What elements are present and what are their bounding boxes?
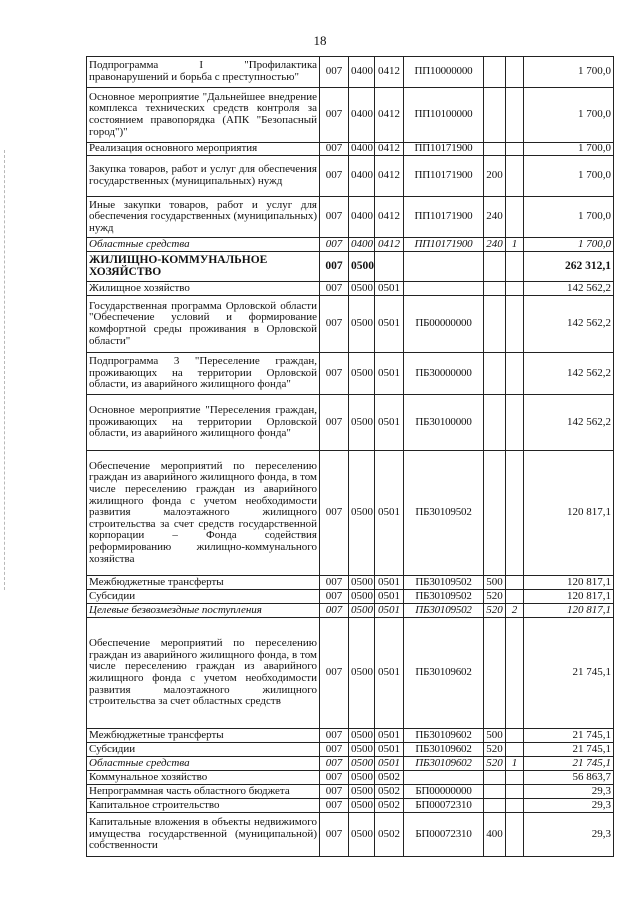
table-row xyxy=(87,743,614,757)
table-row xyxy=(87,576,614,590)
row-grbs-cell: 007 xyxy=(320,590,349,604)
row-amount-cell: 120 817,1 xyxy=(524,576,614,590)
row-subsection-cell: 0412 xyxy=(375,57,404,88)
row-section-cell: 0500 xyxy=(349,576,375,590)
row-grbs-cell: 007 xyxy=(320,785,349,799)
row-name-cell: Обеспечение мероприятий по переселению граждан из аварийного жилищного фонда, в том числе переселению граждан из аварийного жилищного фонда с учетом необходимости развития малоэтажного жилищного строительства за счет областных средств xyxy=(87,618,320,729)
row-target-code-cell xyxy=(404,252,484,282)
table-row xyxy=(87,757,614,771)
row-classifier-cell xyxy=(506,57,524,88)
row-section-cell: 0500 xyxy=(349,813,375,857)
row-target-code-cell xyxy=(404,282,484,296)
row-amount-cell: 1 700,0 xyxy=(524,238,614,252)
row-subsection-cell: 0501 xyxy=(375,729,404,743)
row-classifier-cell xyxy=(506,156,524,197)
row-amount-cell: 21 745,1 xyxy=(524,618,614,729)
row-subsection-cell: 0412 xyxy=(375,156,404,197)
table-row xyxy=(87,771,614,785)
row-grbs-cell: 007 xyxy=(320,238,349,252)
row-amount-cell: 142 562,2 xyxy=(524,395,614,451)
row-name-cell: Иные закупки товаров, работ и услуг для обеспечения государственных (муниципальных) нужд xyxy=(87,197,320,238)
row-section-cell: 0500 xyxy=(349,771,375,785)
row-name-cell: Межбюджетные трансферты xyxy=(87,576,320,590)
row-subsection-cell: 0412 xyxy=(375,197,404,238)
row-classifier-cell: 1 xyxy=(506,757,524,771)
row-subsection-cell: 0501 xyxy=(375,282,404,296)
row-target-code-cell: ПП10171900 xyxy=(404,197,484,238)
row-classifier-cell xyxy=(506,252,524,282)
row-name-cell: ЖИЛИЩНО-КОММУНАЛЬНОЕ ХОЗЯЙСТВО xyxy=(87,252,320,282)
table-row xyxy=(87,799,614,813)
row-target-code-cell: ПБ30109602 xyxy=(404,757,484,771)
table-row xyxy=(87,729,614,743)
row-section-cell: 0400 xyxy=(349,88,375,143)
row-grbs-cell: 007 xyxy=(320,353,349,395)
row-subsection-cell: 0412 xyxy=(375,88,404,143)
row-amount-cell: 29,3 xyxy=(524,785,614,799)
row-expense-type-cell xyxy=(484,618,506,729)
row-grbs-cell: 007 xyxy=(320,799,349,813)
row-subsection-cell: 0502 xyxy=(375,799,404,813)
budget-table xyxy=(86,56,614,857)
row-name-cell: Обеспечение мероприятий по переселению граждан из аварийного жилищного фонда, в том числе переселению граждан из аварийного жилищного фонда с учетом необходимости развития малоэтажного жилищного строительства за счет средств государственной корпорации – Фонда содействия реформированию жилищно-коммунального хозяйства xyxy=(87,451,320,576)
row-amount-cell: 120 817,1 xyxy=(524,451,614,576)
row-subsection-cell: 0501 xyxy=(375,590,404,604)
row-grbs-cell: 007 xyxy=(320,282,349,296)
row-classifier-cell xyxy=(506,813,524,857)
row-subsection-cell: 0501 xyxy=(375,757,404,771)
row-section-cell: 0500 xyxy=(349,252,375,282)
table-row xyxy=(87,618,614,729)
row-expense-type-cell xyxy=(484,143,506,156)
row-grbs-cell: 007 xyxy=(320,757,349,771)
row-grbs-cell: 007 xyxy=(320,88,349,143)
row-amount-cell: 120 817,1 xyxy=(524,604,614,618)
row-amount-cell: 142 562,2 xyxy=(524,353,614,395)
row-subsection-cell: 0502 xyxy=(375,813,404,857)
row-amount-cell: 21 745,1 xyxy=(524,743,614,757)
row-name-cell: Жилищное хозяйство xyxy=(87,282,320,296)
row-expense-type-cell xyxy=(484,395,506,451)
row-expense-type-cell: 500 xyxy=(484,576,506,590)
row-expense-type-cell xyxy=(484,252,506,282)
row-expense-type-cell xyxy=(484,88,506,143)
row-name-cell: Межбюджетные трансферты xyxy=(87,729,320,743)
row-grbs-cell: 007 xyxy=(320,197,349,238)
row-grbs-cell: 007 xyxy=(320,771,349,785)
row-expense-type-cell xyxy=(484,296,506,353)
row-amount-cell: 142 562,2 xyxy=(524,282,614,296)
table-row xyxy=(87,785,614,799)
row-expense-type-cell xyxy=(484,785,506,799)
row-expense-type-cell xyxy=(484,282,506,296)
row-classifier-cell xyxy=(506,785,524,799)
row-name-cell: Закупка товаров, работ и услуг для обеспечения государственных (муниципальных) нужд xyxy=(87,156,320,197)
table-row xyxy=(87,604,614,618)
row-expense-type-cell xyxy=(484,771,506,785)
binding-margin-line xyxy=(4,150,5,590)
row-grbs-cell: 007 xyxy=(320,451,349,576)
row-subsection-cell: 0501 xyxy=(375,604,404,618)
row-grbs-cell: 007 xyxy=(320,143,349,156)
row-amount-cell: 1 700,0 xyxy=(524,57,614,88)
row-amount-cell: 1 700,0 xyxy=(524,156,614,197)
row-name-cell: Реализация основного мероприятия xyxy=(87,143,320,156)
row-target-code-cell: ПБ30000000 xyxy=(404,353,484,395)
row-grbs-cell: 007 xyxy=(320,729,349,743)
row-target-code-cell: ПБ30100000 xyxy=(404,395,484,451)
row-classifier-cell xyxy=(506,143,524,156)
row-classifier-cell xyxy=(506,799,524,813)
row-grbs-cell: 007 xyxy=(320,156,349,197)
row-section-cell: 0500 xyxy=(349,590,375,604)
row-amount-cell: 262 312,1 xyxy=(524,252,614,282)
row-target-code-cell: БП00072310 xyxy=(404,813,484,857)
row-name-cell: Целевые безвозмездные поступления xyxy=(87,604,320,618)
row-grbs-cell: 007 xyxy=(320,618,349,729)
budget-table-body xyxy=(87,57,614,857)
row-amount-cell: 29,3 xyxy=(524,813,614,857)
table-row xyxy=(87,88,614,143)
row-amount-cell: 120 817,1 xyxy=(524,590,614,604)
row-classifier-cell xyxy=(506,771,524,785)
table-row xyxy=(87,590,614,604)
row-section-cell: 0400 xyxy=(349,156,375,197)
row-classifier-cell xyxy=(506,282,524,296)
row-grbs-cell: 007 xyxy=(320,813,349,857)
row-classifier-cell xyxy=(506,590,524,604)
row-target-code-cell: БП00000000 xyxy=(404,785,484,799)
row-target-code-cell: ПБ00000000 xyxy=(404,296,484,353)
row-amount-cell: 21 745,1 xyxy=(524,729,614,743)
row-classifier-cell xyxy=(506,729,524,743)
row-name-cell: Подпрограмма I "Профилактика правонарушений и борьба с преступностью" xyxy=(87,57,320,88)
row-expense-type-cell: 520 xyxy=(484,590,506,604)
row-expense-type-cell: 400 xyxy=(484,813,506,857)
row-target-code-cell: ПП10171900 xyxy=(404,238,484,252)
table-row xyxy=(87,252,614,282)
row-expense-type-cell xyxy=(484,57,506,88)
table-row xyxy=(87,57,614,88)
table-row xyxy=(87,282,614,296)
row-subsection-cell: 0412 xyxy=(375,143,404,156)
table-row xyxy=(87,813,614,857)
row-target-code-cell: ПП10171900 xyxy=(404,143,484,156)
row-amount-cell: 1 700,0 xyxy=(524,88,614,143)
row-amount-cell: 21 745,1 xyxy=(524,757,614,771)
row-expense-type-cell: 520 xyxy=(484,604,506,618)
row-expense-type-cell: 520 xyxy=(484,757,506,771)
row-name-cell: Капитальное строительство xyxy=(87,799,320,813)
row-target-code-cell xyxy=(404,771,484,785)
row-amount-cell: 1 700,0 xyxy=(524,143,614,156)
row-amount-cell: 142 562,2 xyxy=(524,296,614,353)
row-section-cell: 0500 xyxy=(349,296,375,353)
table-row xyxy=(87,353,614,395)
table-row xyxy=(87,197,614,238)
row-classifier-cell: 2 xyxy=(506,604,524,618)
row-name-cell: Областные средства xyxy=(87,757,320,771)
row-section-cell: 0500 xyxy=(349,729,375,743)
row-expense-type-cell: 200 xyxy=(484,156,506,197)
row-classifier-cell xyxy=(506,618,524,729)
row-target-code-cell: ПБ30109602 xyxy=(404,618,484,729)
row-classifier-cell xyxy=(506,395,524,451)
row-section-cell: 0400 xyxy=(349,57,375,88)
row-name-cell: Областные средства xyxy=(87,238,320,252)
row-subsection-cell xyxy=(375,252,404,282)
row-expense-type-cell: 520 xyxy=(484,743,506,757)
page-number: 18 xyxy=(313,33,327,48)
row-section-cell: 0500 xyxy=(349,743,375,757)
row-section-cell: 0500 xyxy=(349,618,375,729)
row-classifier-cell xyxy=(506,576,524,590)
row-target-code-cell: ПП10100000 xyxy=(404,88,484,143)
row-name-cell: Основное мероприятие "Переселения граждан, проживающих на территории Орловской области, из аварийного жилищного фонда" xyxy=(87,395,320,451)
row-section-cell: 0500 xyxy=(349,353,375,395)
row-grbs-cell: 007 xyxy=(320,395,349,451)
row-target-code-cell: ПП10171900 xyxy=(404,156,484,197)
row-section-cell: 0500 xyxy=(349,799,375,813)
row-section-cell: 0500 xyxy=(349,395,375,451)
row-target-code-cell: ПБ30109602 xyxy=(404,743,484,757)
table-row xyxy=(87,156,614,197)
row-name-cell: Подпрограмма 3 "Переселение граждан, проживающих на территории Орловской области, из аварийного жилищного фонда" xyxy=(87,353,320,395)
row-subsection-cell: 0501 xyxy=(375,743,404,757)
row-name-cell: Непрограммная часть областного бюджета xyxy=(87,785,320,799)
table-row xyxy=(87,296,614,353)
row-expense-type-cell xyxy=(484,451,506,576)
row-classifier-cell xyxy=(506,451,524,576)
row-section-cell: 0500 xyxy=(349,451,375,576)
row-name-cell: Основное мероприятие "Дальнейшее внедрение комплекса технических средств контроля за состоянием правопорядка (АПК "Безопасный город")" xyxy=(87,88,320,143)
row-target-code-cell: ПП10000000 xyxy=(404,57,484,88)
row-section-cell: 0500 xyxy=(349,757,375,771)
row-classifier-cell xyxy=(506,197,524,238)
row-expense-type-cell xyxy=(484,353,506,395)
row-expense-type-cell: 500 xyxy=(484,729,506,743)
row-classifier-cell xyxy=(506,88,524,143)
row-subsection-cell: 0502 xyxy=(375,785,404,799)
table-row xyxy=(87,451,614,576)
row-grbs-cell: 007 xyxy=(320,604,349,618)
row-subsection-cell: 0501 xyxy=(375,395,404,451)
row-classifier-cell xyxy=(506,353,524,395)
row-subsection-cell: 0501 xyxy=(375,296,404,353)
row-section-cell: 0500 xyxy=(349,282,375,296)
row-grbs-cell: 007 xyxy=(320,743,349,757)
row-subsection-cell: 0501 xyxy=(375,618,404,729)
row-subsection-cell: 0502 xyxy=(375,771,404,785)
row-target-code-cell: ПБ30109502 xyxy=(404,590,484,604)
row-subsection-cell: 0412 xyxy=(375,238,404,252)
row-subsection-cell: 0501 xyxy=(375,353,404,395)
row-classifier-cell xyxy=(506,743,524,757)
row-subsection-cell: 0501 xyxy=(375,451,404,576)
row-grbs-cell: 007 xyxy=(320,296,349,353)
row-grbs-cell: 007 xyxy=(320,252,349,282)
row-section-cell: 0400 xyxy=(349,143,375,156)
row-subsection-cell: 0501 xyxy=(375,576,404,590)
row-name-cell: Государственная программа Орловской области "Обеспечение условий и формирование комфортной среды проживания в Орловской области" xyxy=(87,296,320,353)
row-name-cell: Коммунальное хозяйство xyxy=(87,771,320,785)
row-section-cell: 0400 xyxy=(349,197,375,238)
row-target-code-cell: ПБ30109502 xyxy=(404,451,484,576)
row-amount-cell: 1 700,0 xyxy=(524,197,614,238)
row-section-cell: 0500 xyxy=(349,785,375,799)
row-classifier-cell xyxy=(506,296,524,353)
row-expense-type-cell: 240 xyxy=(484,197,506,238)
row-name-cell: Субсидии xyxy=(87,743,320,757)
row-name-cell: Субсидии xyxy=(87,590,320,604)
row-target-code-cell: ПБ30109502 xyxy=(404,576,484,590)
row-section-cell: 0500 xyxy=(349,604,375,618)
row-classifier-cell: 1 xyxy=(506,238,524,252)
row-amount-cell: 56 863,7 xyxy=(524,771,614,785)
row-target-code-cell: ПБ30109602 xyxy=(404,729,484,743)
row-expense-type-cell xyxy=(484,799,506,813)
table-row xyxy=(87,238,614,252)
row-target-code-cell: БП00072310 xyxy=(404,799,484,813)
row-grbs-cell: 007 xyxy=(320,57,349,88)
table-row xyxy=(87,143,614,156)
row-grbs-cell: 007 xyxy=(320,576,349,590)
row-target-code-cell: ПБ30109502 xyxy=(404,604,484,618)
row-section-cell: 0400 xyxy=(349,238,375,252)
row-name-cell: Капитальные вложения в объекты недвижимого имущества государственной (муниципальной) собственности xyxy=(87,813,320,857)
row-expense-type-cell: 240 xyxy=(484,238,506,252)
table-row xyxy=(87,395,614,451)
row-amount-cell: 29,3 xyxy=(524,799,614,813)
